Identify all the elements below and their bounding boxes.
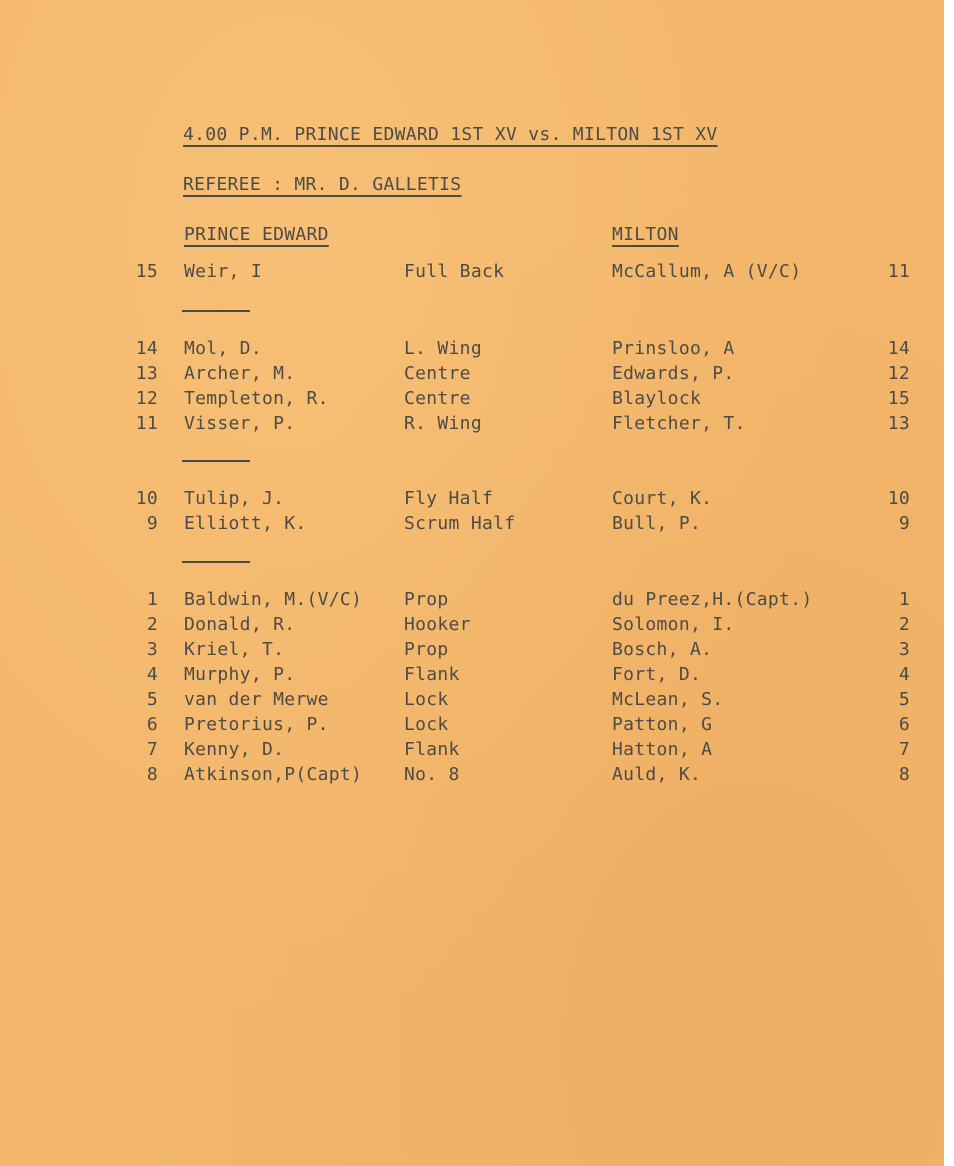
home-player-name: Kriel, T. — [184, 639, 285, 660]
position-label: No. 8 — [404, 764, 460, 785]
away-jersey-number: 9 — [898, 513, 910, 534]
away-player-name: Fort, D. — [612, 664, 702, 685]
away-jersey-number: 1 — [898, 589, 910, 610]
position-label: Lock — [404, 689, 449, 710]
home-player-name: Templeton, R. — [184, 388, 329, 409]
away-jersey-number: 13 — [887, 413, 910, 434]
away-jersey-number: 4 — [898, 664, 910, 685]
away-player-name: Blaylock — [612, 388, 702, 409]
position-label: Hooker — [404, 614, 471, 635]
away-player-name: Prinsloo, A — [612, 338, 735, 359]
position-label: Scrum Half — [404, 513, 516, 534]
home-player-name: Weir, I — [184, 261, 262, 282]
home-jersey-number: 2 — [146, 614, 158, 635]
home-player-name: van der Merwe — [184, 689, 329, 710]
home-jersey-number: 5 — [146, 689, 158, 710]
away-jersey-number: 12 — [887, 363, 910, 384]
position-label: Centre — [404, 363, 471, 384]
home-jersey-number: 15 — [135, 261, 158, 282]
group-divider — [182, 310, 250, 312]
away-jersey-number: 5 — [898, 689, 910, 710]
home-player-name: Mol, D. — [184, 338, 262, 359]
away-jersey-number: 10 — [887, 488, 910, 509]
away-team-heading: MILTON — [612, 224, 679, 245]
position-label: L. Wing — [404, 338, 482, 359]
away-player-name: Hatton, A — [612, 739, 713, 760]
home-player-name: Pretorius, P. — [184, 714, 329, 735]
home-jersey-number: 3 — [146, 639, 158, 660]
away-jersey-number: 15 — [887, 388, 910, 409]
home-jersey-number: 6 — [146, 714, 158, 735]
home-player-name: Elliott, K. — [184, 513, 307, 534]
home-jersey-number: 11 — [135, 413, 158, 434]
away-jersey-number: 7 — [898, 739, 910, 760]
away-player-name: McLean, S. — [612, 689, 724, 710]
position-label: R. Wing — [404, 413, 482, 434]
away-player-name: Fletcher, T. — [612, 413, 746, 434]
position-label: Flank — [404, 739, 460, 760]
position-label: Full Back — [404, 261, 505, 282]
home-team-heading: PRINCE EDWARD — [184, 224, 329, 245]
position-label: Lock — [404, 714, 449, 735]
home-player-name: Kenny, D. — [184, 739, 285, 760]
away-player-name: Bull, P. — [612, 513, 702, 534]
away-jersey-number: 3 — [898, 639, 910, 660]
home-jersey-number: 10 — [135, 488, 158, 509]
position-label: Prop — [404, 639, 449, 660]
home-jersey-number: 13 — [135, 363, 158, 384]
away-jersey-number: 14 — [887, 338, 910, 359]
referee-line: REFEREE : MR. D. GALLETIS — [183, 174, 462, 195]
away-jersey-number: 6 — [898, 714, 910, 735]
home-player-name: Murphy, P. — [184, 664, 296, 685]
away-player-name: Patton, G — [612, 714, 713, 735]
home-player-name: Tulip, J. — [184, 488, 285, 509]
position-label: Flank — [404, 664, 460, 685]
away-player-name: Court, K. — [612, 488, 713, 509]
away-player-name: McCallum, A (V/C) — [612, 261, 802, 282]
home-jersey-number: 4 — [146, 664, 158, 685]
home-jersey-number: 12 — [135, 388, 158, 409]
away-player-name: Auld, K. — [612, 764, 702, 785]
position-label: Centre — [404, 388, 471, 409]
home-player-name: Donald, R. — [184, 614, 296, 635]
position-label: Fly Half — [404, 488, 494, 509]
home-player-name: Visser, P. — [184, 413, 296, 434]
home-jersey-number: 14 — [135, 338, 158, 359]
home-jersey-number: 7 — [146, 739, 158, 760]
away-jersey-number: 2 — [898, 614, 910, 635]
away-player-name: Solomon, I. — [612, 614, 735, 635]
away-player-name: Edwards, P. — [612, 363, 735, 384]
home-jersey-number: 1 — [146, 589, 158, 610]
match-title: 4.00 P.M. PRINCE EDWARD 1ST XV vs. MILTON 1ST XV — [183, 124, 718, 145]
home-jersey-number: 8 — [146, 764, 158, 785]
away-jersey-number: 11 — [887, 261, 910, 282]
home-jersey-number: 9 — [146, 513, 158, 534]
home-player-name: Archer, M. — [184, 363, 296, 384]
away-player-name: Bosch, A. — [612, 639, 713, 660]
home-player-name: Baldwin, M.(V/C) — [184, 589, 363, 610]
group-divider — [182, 460, 250, 462]
position-label: Prop — [404, 589, 449, 610]
away-player-name: du Preez,H.(Capt.) — [612, 589, 813, 610]
home-player-name: Atkinson,P(Capt) — [184, 764, 363, 785]
away-jersey-number: 8 — [898, 764, 910, 785]
group-divider — [182, 561, 250, 563]
